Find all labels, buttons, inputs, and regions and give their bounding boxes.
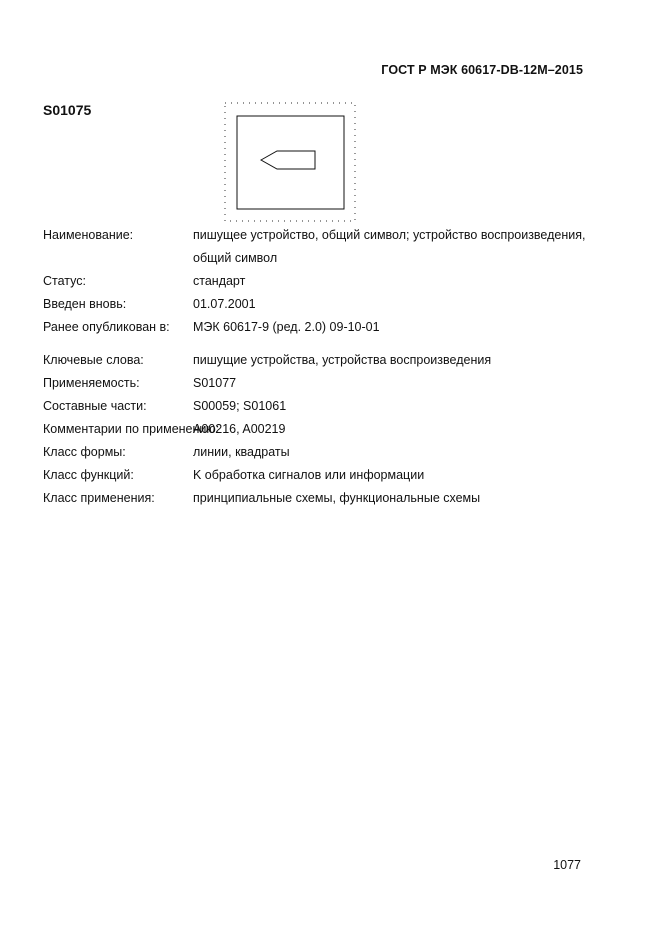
field-name: [43, 224, 603, 270]
field-label: Статус:: [43, 274, 86, 288]
field-label: Комментарии по применению:: [43, 422, 220, 436]
field-function-class: [43, 464, 603, 487]
field-value: МЭК 60617-9 (ред. 2.0) 09-10-01: [193, 320, 380, 334]
field-label: Ключевые слова:: [43, 353, 144, 367]
field-label: Класс формы:: [43, 445, 126, 459]
field-label: Ранее опубликован в:: [43, 320, 170, 334]
field-components: [43, 395, 603, 418]
field-value: пишущее устройство, общий символ; устройство воспроизведения, общий символ: [193, 228, 586, 265]
field-label: Введен вновь:: [43, 297, 127, 311]
field-value: S01077: [193, 376, 237, 390]
symbol-id: S01075: [43, 102, 92, 118]
field-label: Класс применения:: [43, 491, 155, 505]
field-application-notes: [43, 418, 603, 441]
document-header: ГОСТ Р МЭК 60617-DB-12M–2015: [381, 63, 583, 77]
field-previously-published: [43, 316, 603, 339]
field-application-class: [43, 487, 603, 510]
symbol-properties: [43, 224, 603, 510]
field-status: [43, 270, 603, 293]
page-number: 1077: [553, 858, 581, 872]
field-value: линии, квадраты: [193, 445, 290, 459]
field-label: Класс функций:: [43, 468, 134, 482]
field-label: Составные части:: [43, 399, 147, 413]
pen-pointer-icon: [261, 151, 315, 169]
field-applicability: [43, 372, 603, 395]
field-value: стандарт: [193, 274, 246, 288]
field-value: принципиальные схемы, функциональные схемы: [193, 491, 481, 505]
field-keywords: [43, 349, 603, 372]
field-label: Применяемость:: [43, 376, 140, 390]
field-value: пишущие устройства, устройства воспроизведения: [193, 353, 492, 367]
symbol-square: [237, 116, 344, 209]
symbol-graphic: [223, 101, 357, 223]
field-value: A00216, A00219: [193, 422, 286, 436]
symbol-dotted-frame: [225, 103, 355, 221]
field-value: 01.07.2001: [193, 297, 256, 311]
field-shape-class: [43, 441, 603, 464]
field-label: Наименование:: [43, 228, 134, 242]
field-value: S00059; S01061: [193, 399, 287, 413]
field-introduced: [43, 293, 603, 316]
field-value: K обработка сигналов или информации: [193, 468, 425, 482]
